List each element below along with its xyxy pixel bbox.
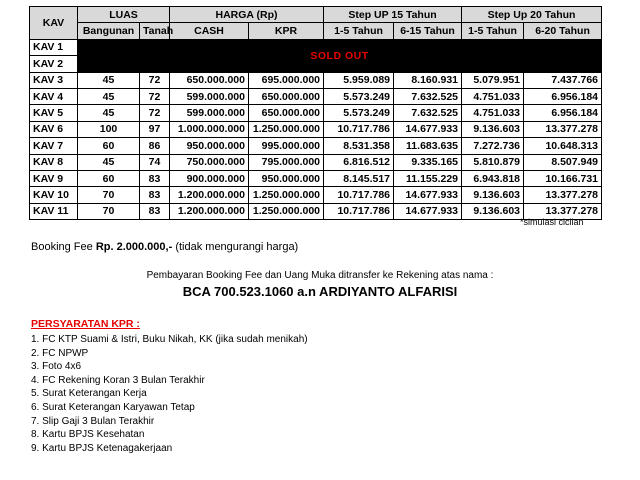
s20-a-cell: 4.751.033 [462,105,524,121]
requirement-item: 2. FC NPWP [31,347,89,359]
bangunan-cell: 45 [78,72,140,88]
cash-cell: 750.000.000 [170,154,249,170]
subheader-bangunan: Bangunan [78,23,140,39]
requirements-list [31,333,308,455]
s15-a-cell: 6.816.512 [324,154,394,170]
s15-b-cell: 7.632.525 [394,105,462,121]
s15-a-cell: 5.573.249 [324,105,394,121]
table-row [30,154,602,170]
bangunan-cell: 60 [78,170,140,186]
requirement-item: 9. Kartu BPJS Ketenagakerjaan [31,442,173,454]
s20-a-cell: 6.943.818 [462,170,524,186]
subheader-cash: CASH [170,23,249,39]
s20-a-cell: 5.079.951 [462,72,524,88]
kpr-cell: 950.000.000 [249,170,324,186]
header-kav: KAV [30,7,78,40]
bangunan-cell: 70 [78,203,140,219]
kpr-cell: 1.250.000.000 [249,121,324,137]
tanah-cell: 72 [140,105,170,121]
s20-a-cell: 9.136.603 [462,121,524,137]
cash-cell: 599.000.000 [170,88,249,104]
s20-a-cell: 5.810.879 [462,154,524,170]
table-row [30,121,602,137]
s20-b-cell: 13.377.278 [524,121,602,137]
kav-cell: KAV 11 [30,203,78,219]
s15-a-cell: 8.531.358 [324,138,394,154]
kav-cell: KAV 4 [30,88,78,104]
tanah-cell: 83 [140,170,170,186]
subheader-step20-6-20: 6-20 Tahun [524,23,602,39]
kpr-cell: 1.250.000.000 [249,203,324,219]
kpr-cell: 995.000.000 [249,138,324,154]
s20-a-cell: 7.272.736 [462,138,524,154]
bangunan-cell: 100 [78,121,140,137]
bank-account: BCA 700.523.1060 a.n ARDIYANTO ALFARISI [182,284,458,299]
tanah-cell: 97 [140,121,170,137]
table-row [30,203,602,219]
s20-b-cell: 6.956.184 [524,88,602,104]
s15-a-cell: 10.717.786 [324,187,394,203]
tanah-cell: 83 [140,203,170,219]
tanah-cell: 83 [140,187,170,203]
cash-cell: 900.000.000 [170,170,249,186]
header-step20: Step Up 20 Tahun [462,7,602,23]
s15-a-cell: 5.959.089 [324,72,394,88]
s20-b-cell: 8.507.949 [524,154,602,170]
requirement-item: 1. FC KTP Suami & Istri, Buku Nikah, KK (jika sudah menikah) [31,334,308,345]
s20-b-cell: 10.648.313 [524,138,602,154]
bangunan-cell: 60 [78,138,140,154]
kav-cell: KAV 8 [30,154,78,170]
simulation-note: *simulasi cicilan [520,217,584,227]
requirement-item: 5. Surat Keterangan Kerja [31,388,147,400]
subheader-kpr: KPR [249,23,324,39]
s20-b-cell: 10.166.731 [524,170,602,186]
subheader-step15-6-15: 6-15 Tahun [394,23,462,39]
s15-b-cell: 14.677.933 [394,203,462,219]
kav-cell: KAV 1 [30,39,78,55]
table-row [30,105,602,121]
s20-b-cell: 6.956.184 [524,105,602,121]
subheader-step20-1-5: 1-5 Tahun [462,23,524,39]
cash-cell: 1.200.000.000 [170,203,249,219]
booking-fee-text [31,241,298,253]
bangunan-cell: 45 [78,105,140,121]
requirement-item: 8. Kartu BPJS Kesehatan [31,429,145,441]
s20-a-cell: 9.136.603 [462,187,524,203]
kav-cell: KAV 5 [30,105,78,121]
table-row [30,138,602,154]
cash-cell: 650.000.000 [170,72,249,88]
kpr-cell: 650.000.000 [249,105,324,121]
s20-a-cell: 9.136.603 [462,203,524,219]
price-table-container [29,6,601,220]
cash-cell: 950.000.000 [170,138,249,154]
table-row-sold [30,39,602,55]
header-step15: Step UP 15 Tahun [324,7,462,23]
s15-b-cell: 14.677.933 [394,121,462,137]
bangunan-cell: 70 [78,187,140,203]
s15-b-cell: 11.683.635 [394,138,462,154]
s15-b-cell: 9.335.165 [394,154,462,170]
table-row [30,187,602,203]
kav-cell: KAV 9 [30,170,78,186]
s20-b-cell: 13.377.278 [524,187,602,203]
sold-out-banner: SOLD OUT [78,39,602,72]
s15-b-cell: 7.632.525 [394,88,462,104]
table-row [30,170,602,186]
transfer-note: Pembayaran Booking Fee dan Uang Muka ditransfer ke Rekening atas nama : [146,270,494,281]
s20-b-cell: 7.437.766 [524,72,602,88]
booking-prefix: Booking Fee [31,241,96,253]
kav-cell: KAV 3 [30,72,78,88]
requirement-item: 7. Slip Gaji 3 Bulan Terakhir [31,415,155,427]
table-row [30,72,602,88]
s15-a-cell: 10.717.786 [324,203,394,219]
requirement-item: 6. Surat Keterangan Karyawan Tetap [31,401,195,413]
bangunan-cell: 45 [78,154,140,170]
s15-b-cell: 11.155.229 [394,170,462,186]
tanah-cell: 86 [140,138,170,154]
s15-a-cell: 10.717.786 [324,121,394,137]
requirements-title: PERSYARATAN KPR : [31,318,140,330]
header-harga: HARGA (Rp) [170,7,324,23]
kav-cell: KAV 2 [30,56,78,72]
tanah-cell: 72 [140,88,170,104]
table-row [30,88,602,104]
price-table [29,6,602,220]
tanah-cell: 74 [140,154,170,170]
kpr-cell: 795.000.000 [249,154,324,170]
kav-cell: KAV 10 [30,187,78,203]
subheader-tanah: Tanah [140,23,170,39]
s15-b-cell: 14.677.933 [394,187,462,203]
kpr-cell: 695.000.000 [249,72,324,88]
subheader-step15-1-5: 1-5 Tahun [324,23,394,39]
kpr-cell: 650.000.000 [249,88,324,104]
kpr-cell: 1.250.000.000 [249,187,324,203]
s20-b-cell: 13.377.278 [524,203,602,219]
s15-a-cell: 8.145.517 [324,170,394,186]
kav-cell: KAV 7 [30,138,78,154]
cash-cell: 1.200.000.000 [170,187,249,203]
requirement-item: 4. FC Rekening Koran 3 Bulan Terakhir [31,374,205,386]
cash-cell: 1.000.000.000 [170,121,249,137]
kav-cell: KAV 6 [30,121,78,137]
booking-amount: Rp. 2.000.000,- [95,241,173,253]
tanah-cell: 72 [140,72,170,88]
requirement-item: 3. Foto 4x6 [31,361,82,373]
s15-b-cell: 8.160.931 [394,72,462,88]
booking-suffix: (tidak mengurangi harga) [172,241,299,253]
header-luas: LUAS [78,7,170,23]
s15-a-cell: 5.573.249 [324,88,394,104]
s20-a-cell: 4.751.033 [462,88,524,104]
bangunan-cell: 45 [78,88,140,104]
cash-cell: 599.000.000 [170,105,249,121]
